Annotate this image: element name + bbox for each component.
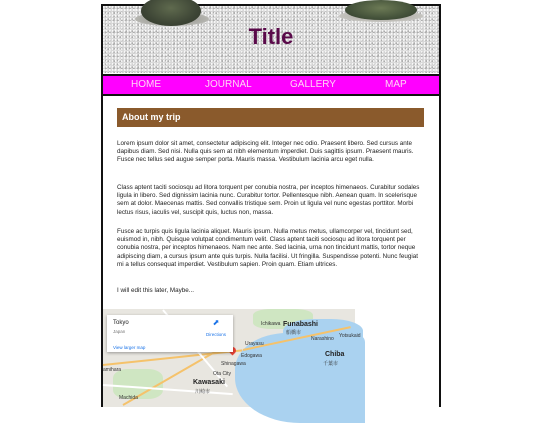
paragraph-2: Class aptent taciti sociosqu ad litora torquent per conubia nostra, per inceptos himenaeos. Curabitur sodales ligula in libero. Sed dignissim lacinia nunc. Curabitur tortor. Pellentesque nibh. Aenean quam. In scelerisque sem at dolor. Maecenas mattis. Sed convallis tristique sem. Proin ut ligula vel nunc egestas porttitor. Morbi lectus risus, iaculis vel, suscipit quis, luctus non, massa. [117,184,420,216]
map-label: amihara [103,367,122,373]
page-frame [101,4,441,407]
section-heading: About my trip [122,112,181,122]
map-info-card [107,315,233,352]
map-label: Ichikawa [261,321,281,327]
paragraph-1: Lorem ipsum dolor sit amet, consectetur adipiscing elit. Integer nec odio. Praesent libero. Sed cursus ante dapibus diam. Sed nisi. Nulla quis sem at nibh elementum imperdiet. Duis sagittis ipsum. Praesent mauris. Fusce nec tellus sed augue semper porta. Mauris massa. Vestibulum lacinia arcu eget nulla. [117,140,414,164]
directions-button[interactable] [203,319,229,337]
map-label: Ota City [213,371,232,377]
map-label: Narashino [311,336,334,342]
map-place-region: Japan [113,329,126,334]
map-label: 千葉市 [323,361,339,367]
nav-home-link[interactable]: HOME [131,79,161,90]
site-title: Title [248,24,294,49]
nav-journal-link[interactable]: JOURNAL [205,79,252,90]
paragraph-3: Fusce ac turpis quis ligula lacinia aliquet. Mauris ipsum. Nulla metus metus, ullamcorper vel, tincidunt sed, euismod in, nibh. Quisque volutpat condimentum velit. Class aptent taciti sociosqu ad litora torquent per conubia nostra, per inceptos himenaeos. Nam nec ante. Sed lacinia, urna non tincidunt mattis, tortor neque adipiscing diam, a cursus ipsum ante quis turpis. Nulla facilisi. Ut fringilla. Suspendisse potenti. Nunc feugiat mi a tellus consequat imperdiet. Vestibulum sapien. Proin quam. Etiam ultrices. [117,228,418,268]
map-label: Chiba [325,351,345,358]
map-place-name: Tokyo [113,320,129,326]
nav-map-link[interactable]: MAP [385,79,407,90]
directions-label: Directions [205,332,226,337]
nav-gallery-link[interactable]: GALLERY [290,79,336,90]
header-banner [103,6,439,73]
paragraph-4: I will edit this later, Maybe... [117,287,194,294]
map-label: Machida [119,395,138,401]
map-label: Funabashi [283,321,319,328]
map-label: 船橋市 [286,330,302,336]
view-larger-map-link[interactable]: View larger map [113,345,146,350]
section-heading-bar [117,108,424,127]
map-label: 川崎市 [195,389,211,395]
main-nav [103,74,439,96]
map-label: Shinagawa [221,361,246,367]
map-label: Urayasu [245,341,264,347]
rock-image [345,0,417,20]
map-label: Kawasaki [193,379,225,386]
directions-icon: ⬈ [212,318,220,327]
map-label: Edogawa [241,353,262,359]
embedded-map[interactable] [103,309,361,407]
map-label: Yotsukaid [339,333,361,339]
